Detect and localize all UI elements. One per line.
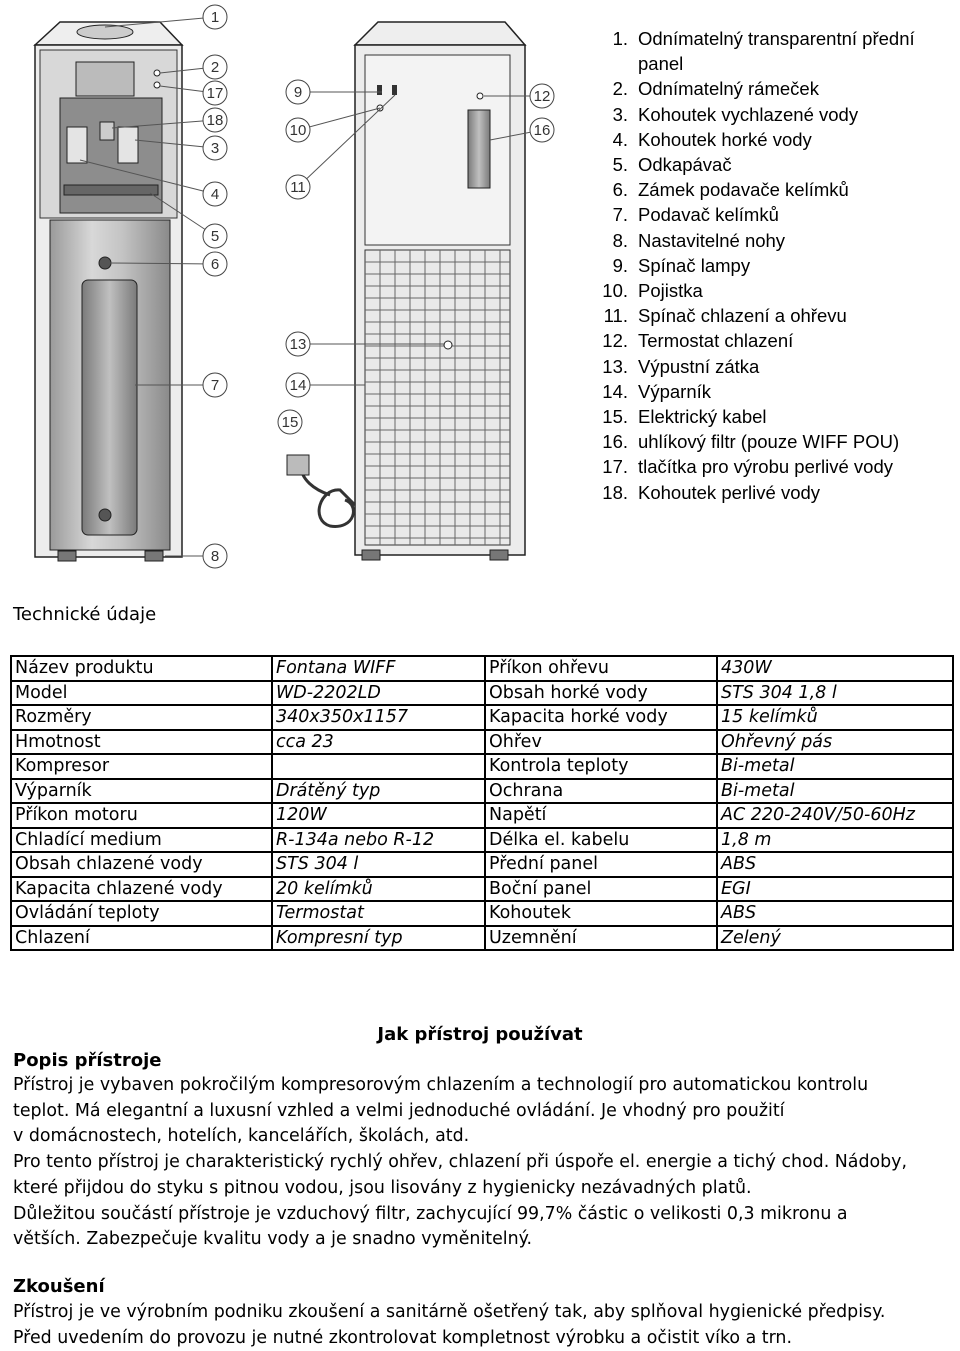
- spec-value-cell: Bi-metal: [717, 754, 953, 779]
- table-row: [11, 754, 953, 779]
- parts-list: [585, 26, 957, 505]
- svg-text:11: 11: [290, 179, 306, 196]
- callout-18: [203, 108, 227, 132]
- callout-8: [203, 544, 227, 568]
- condenser-grid: [365, 250, 510, 545]
- spec-value-cell: 120W: [272, 803, 485, 828]
- parts-list-item: [585, 354, 957, 379]
- part-number: 3.: [612, 103, 628, 125]
- text-line: Před uvedením do provozu je nutné zkontrolovat kompletnost výrobku a očistit víko a trn.: [13, 1327, 792, 1348]
- spec-label-cell: Chlazení: [11, 926, 272, 951]
- part-label: Odnímatelný transparentní přední panel: [638, 28, 915, 75]
- callout-2: [203, 55, 227, 79]
- callout-17: [203, 81, 227, 105]
- spec-label-cell: Kompresor: [11, 754, 272, 779]
- spec-value-cell: Termostat: [272, 901, 485, 926]
- parts-list-item: [585, 228, 957, 253]
- spec-label-cell: Boční panel: [485, 877, 717, 902]
- spec-label-cell: Ovládání teploty: [11, 901, 272, 926]
- text-line: které přijdou do styku s pitnou vodou, jsou lisovány z hygienicky nezávadných platů.: [13, 1177, 752, 1198]
- callout-15: [278, 410, 302, 434]
- part-number: 14.: [602, 380, 628, 402]
- spec-label-cell: Přední panel: [485, 852, 717, 877]
- svg-text:4: 4: [210, 186, 220, 203]
- text-line: v domácnostech, hotelích, kancelářích, školách, atd.: [13, 1126, 470, 1147]
- part-label: Odnímatelný rámeček: [638, 78, 819, 100]
- svg-text:8: 8: [210, 548, 220, 565]
- part-label: Výparník: [638, 380, 712, 402]
- spec-label-cell: Uzemnění: [485, 926, 717, 951]
- spec-value-cell: 430W: [717, 656, 953, 681]
- table-row: [11, 730, 953, 755]
- spec-value-cell: 340x350x1157: [272, 705, 485, 730]
- callout-4: [203, 182, 227, 206]
- spec-label-cell: Hmotnost: [11, 730, 272, 755]
- parts-list-item: [585, 303, 957, 328]
- spec-label-cell: Kontrola teploty: [485, 754, 717, 779]
- spec-label-cell: Rozměry: [11, 705, 272, 730]
- parts-list-item: [585, 177, 957, 202]
- part-number: 10.: [602, 280, 628, 302]
- callout-5: [203, 224, 227, 248]
- spec-label-cell: Model: [11, 681, 272, 706]
- spec-value-cell: STS 304 l: [272, 852, 485, 877]
- text-line: Přístroj je ve výrobním podniku zkoušení a sanitárně ošetřený tak, aby splňoval hygienické předpisy.: [13, 1302, 886, 1322]
- spec-value-cell: EGI: [717, 877, 953, 902]
- spec-value-cell: [272, 754, 485, 779]
- parts-list-item: [585, 253, 957, 278]
- spec-value-cell: R-134a nebo R-12: [272, 828, 485, 853]
- spec-value-cell: AC 220-240V/50-60Hz: [717, 803, 953, 828]
- spec-value-cell: ABS: [717, 852, 953, 877]
- part-number: 1.: [612, 28, 628, 49]
- svg-text:16: 16: [533, 122, 551, 139]
- part-number: 16.: [602, 431, 628, 453]
- callout-6: [203, 252, 227, 276]
- spec-label-cell: Kapacita chlazené vody: [11, 877, 272, 902]
- spec-value-cell: cca 23: [272, 730, 485, 755]
- part-number: 12.: [602, 330, 628, 352]
- svg-text:6: 6: [210, 256, 220, 273]
- table-row: [11, 852, 953, 877]
- text-line: Důležitou součástí přístroje je vzduchový filtr, zachycující 99,7% částic o velikosti 0,3 mikronu a: [13, 1203, 848, 1224]
- description-text: [13, 1073, 958, 1253]
- text-line: Pro tento přístroj je charakteristický rychlý ohřev, chlazení při úspoře el. energie a tichý chod. Nádoby,: [13, 1152, 907, 1173]
- usage-title: Jak přístroj používat: [377, 1024, 583, 1045]
- spec-value-cell: Kompresní typ: [272, 926, 485, 951]
- parts-list-item: [585, 202, 957, 227]
- spec-value-cell: Fontana WIFF: [272, 656, 485, 681]
- parts-list-item: [585, 480, 957, 505]
- spec-value-cell: Drátěný typ: [272, 779, 485, 804]
- svg-text:3: 3: [210, 140, 220, 157]
- spec-label-cell: Kapacita horké vody: [485, 705, 717, 730]
- spec-table: [10, 655, 954, 951]
- parts-list-item: [585, 127, 957, 152]
- svg-text:13: 13: [289, 336, 307, 353]
- table-row: [11, 705, 953, 730]
- description-heading: Popis přístroje: [13, 1050, 162, 1071]
- parts-list-item: [585, 76, 957, 101]
- part-number: 15.: [602, 406, 628, 428]
- spec-label-cell: Výparník: [11, 779, 272, 804]
- callout-16: [530, 118, 554, 142]
- part-label: Kohoutek perlivé vody: [638, 481, 821, 503]
- spec-value-cell: Zelený: [717, 926, 953, 951]
- spec-label-cell: Kohoutek: [485, 901, 717, 926]
- callout-9: [286, 80, 310, 104]
- svg-text:14: 14: [289, 377, 307, 394]
- callout-10: [286, 118, 310, 142]
- parts-list-item: [585, 429, 957, 454]
- part-label: tlačítka pro výrobu perlivé vody: [638, 456, 894, 478]
- spec-label-cell: Délka el. kabelu: [485, 828, 717, 853]
- spec-value-cell: 20 kelímků: [272, 877, 485, 902]
- part-number: 5.: [612, 154, 628, 176]
- callout-14: [286, 373, 310, 397]
- text-line: Přístroj je vybaven pokročilým kompresorovým chlazením a technologií pro automatickou kontrolu: [13, 1075, 869, 1095]
- parts-list-item: [585, 328, 957, 353]
- table-row: [11, 901, 953, 926]
- svg-text:5: 5: [210, 228, 220, 245]
- text-line: teplot. Má elegantní a luxusní vzhled a velmi jednoduché ovládání. Je vhodný pro použití: [13, 1100, 785, 1121]
- part-label: Termostat chlazení: [638, 330, 794, 352]
- part-number: 4.: [612, 128, 628, 150]
- svg-text:17: 17: [206, 85, 224, 102]
- table-row: [11, 828, 953, 853]
- part-label: Spínač chlazení a ohřevu: [638, 305, 847, 327]
- svg-text:12: 12: [533, 88, 551, 105]
- part-number: 2.: [612, 78, 628, 100]
- front-view: [35, 22, 182, 561]
- svg-text:10: 10: [289, 122, 307, 139]
- spec-value-cell: Bi-metal: [717, 779, 953, 804]
- callout-13: [286, 332, 310, 356]
- spec-label-cell: Příkon motoru: [11, 803, 272, 828]
- parts-list-item: [585, 278, 957, 303]
- callout-11: [286, 175, 310, 199]
- part-label: Zámek podavače kelímků: [638, 179, 849, 201]
- part-label: Elektrický kabel: [638, 406, 767, 428]
- parts-list-item: [585, 152, 957, 177]
- text-line: větších. Zabezpečuje kvalitu vody a je snadno vyměnitelný.: [13, 1229, 533, 1250]
- part-label: Podavač kelímků: [638, 204, 779, 226]
- spec-label-cell: Obsah chlazené vody: [11, 852, 272, 877]
- water-dispenser-diagram: [0, 0, 580, 580]
- parts-list-item: [585, 454, 957, 479]
- parts-list-item: [585, 26, 957, 76]
- table-row: [11, 656, 953, 681]
- spec-label-cell: Obsah horké vody: [485, 681, 717, 706]
- spec-value-cell: WD-2202LD: [272, 681, 485, 706]
- spec-value-cell: ABS: [717, 901, 953, 926]
- spec-value-cell: Ohřevný pás: [717, 730, 953, 755]
- part-label: Kohoutek horké vody: [638, 128, 812, 150]
- part-number: 11.: [603, 305, 628, 327]
- spec-label-cell: Příkon ohřevu: [485, 656, 717, 681]
- table-row: [11, 877, 953, 902]
- parts-list-item: [585, 379, 957, 404]
- part-number: 8.: [612, 229, 628, 251]
- parts-list-item: [585, 404, 957, 429]
- spec-value-cell: 15 kelímků: [717, 705, 953, 730]
- part-number: 9.: [612, 254, 628, 276]
- spec-label-cell: Chladící medium: [11, 828, 272, 853]
- part-number: 13.: [602, 355, 628, 377]
- part-number: 18.: [602, 481, 628, 503]
- callout-3: [203, 136, 227, 160]
- part-label: Výpustní zátka: [638, 355, 760, 377]
- spec-label-cell: Ochrana: [485, 779, 717, 804]
- table-row: [11, 779, 953, 804]
- callout-7: [203, 373, 227, 397]
- part-number: 17.: [602, 456, 628, 478]
- svg-text:1: 1: [210, 9, 220, 26]
- part-number: 7.: [612, 204, 628, 226]
- back-view: [287, 22, 525, 560]
- part-label: Nastavitelné nohy: [638, 229, 786, 251]
- callout-12: [530, 84, 554, 108]
- part-label: Odkapávač: [638, 154, 732, 176]
- parts-list-item: [585, 102, 957, 127]
- svg-text:9: 9: [293, 84, 303, 101]
- spec-label-cell: Ohřev: [485, 730, 717, 755]
- testing-heading: Zkoušení: [13, 1276, 105, 1297]
- spec-value-cell: 1,8 m: [717, 828, 953, 853]
- tech-specs-heading: Technické údaje: [13, 604, 157, 625]
- table-row: [11, 926, 953, 951]
- part-label: Pojistka: [638, 280, 703, 302]
- svg-text:7: 7: [210, 377, 220, 394]
- part-number: 6.: [612, 179, 628, 201]
- svg-text:15: 15: [281, 414, 299, 431]
- part-label: Kohoutek vychlazené vody: [638, 103, 859, 125]
- table-row: [11, 803, 953, 828]
- part-label: Spínač lampy: [638, 254, 751, 276]
- svg-text:2: 2: [210, 59, 220, 76]
- table-row: [11, 681, 953, 706]
- spec-label-cell: Napětí: [485, 803, 717, 828]
- part-label: uhlíkový filtr (pouze WIFF POU): [638, 431, 900, 453]
- callout-1: [203, 5, 227, 29]
- spec-label-cell: Název produktu: [11, 656, 272, 681]
- testing-text: [13, 1300, 958, 1351]
- svg-text:18: 18: [206, 112, 224, 129]
- spec-value-cell: STS 304 1,8 l: [717, 681, 953, 706]
